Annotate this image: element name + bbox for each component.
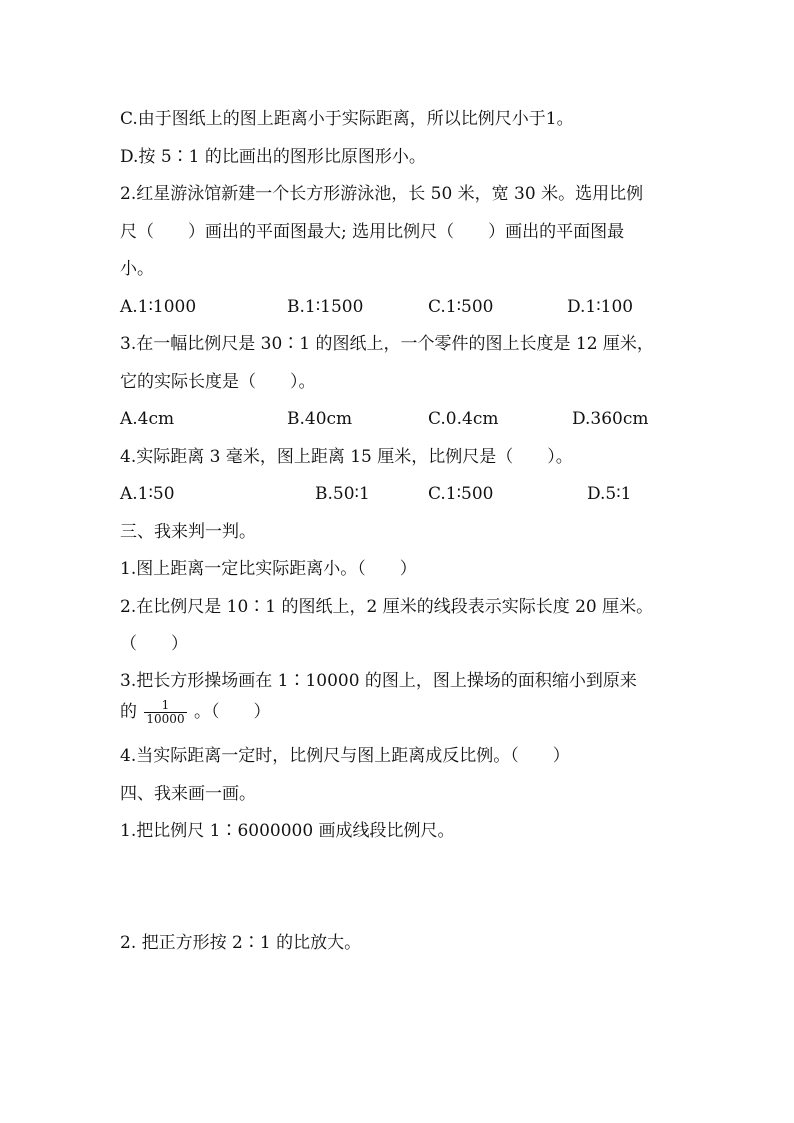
draw-2-text: 2. 把正方形按 2∶1 的比放大。 (120, 933, 362, 953)
section-3-heading: 三、我来判一判。 (120, 522, 256, 542)
question-2-line-2: 尺（ ）画出的平面图最大; 选用比例尺（ ）画出的平面图最 (120, 222, 625, 242)
q3-option-b: B.40cm (287, 409, 353, 429)
judge-2-line-1: 2.在比例尺是 10∶1 的图纸上，2 厘米的线段表示实际长度 20 厘米。 (120, 597, 654, 617)
draw-1-text: 1.把比例尺 1∶6000000 画成线段比例尺。 (120, 821, 455, 841)
question-2-line-3: 小。 (120, 259, 154, 279)
q2-option-d: D.1∶100 (567, 297, 634, 317)
q2-option-c: C.1∶500 (428, 297, 494, 317)
q3-option-d: D.360cm (572, 409, 649, 429)
question-2-options (120, 296, 680, 318)
option-c-text: C.由于图纸上的图上距离小于实际距离，所以比例尺小于1。 (120, 109, 574, 129)
judge-2-line-2: （ ） (120, 634, 188, 654)
q3-option-a: A.4cm (120, 409, 175, 429)
q2-option-b: B.1∶1500 (287, 297, 364, 317)
judge-4-text: 4.当实际距离一定时，比例尺与图上距离成反比例。（ ） (120, 746, 570, 766)
fraction-numerator: 1 (161, 698, 170, 712)
judge-3-line-2 (120, 698, 271, 726)
q3-option-c: C.0.4cm (428, 409, 499, 429)
q4-option-b: B.50∶1 (315, 484, 370, 504)
judge-1-text: 1.图上距离一定比实际距离小。（ ） (120, 559, 417, 579)
fraction-one-ten-thousandth (144, 699, 186, 726)
q4-option-a: A.1∶50 (120, 484, 175, 504)
q2-option-a: A.1∶1000 (120, 297, 197, 317)
question-3-line-2: 它的实际长度是（ ）。 (120, 372, 316, 392)
question-3-line-1: 3.在一幅比例尺是 30∶1 的图纸上，一个零件的图上长度是 12 厘米， (120, 334, 654, 354)
q4-option-d: D.5∶1 (587, 484, 632, 504)
question-3-options (120, 408, 680, 430)
question-4-text: 4.实际距离 3 毫米，图上距离 15 厘米，比例尺是（ ）。 (120, 447, 573, 467)
fraction-denominator: 10000 (146, 712, 185, 726)
option-d-text: D.按 5∶1 的比画出的图形比原图形小。 (120, 147, 426, 167)
q4-option-c: C.1∶500 (428, 484, 494, 504)
question-4-options (120, 483, 680, 505)
judge-3-suffix: 。（ ） (194, 702, 271, 722)
question-2-line-1: 2.红星游泳馆新建一个长方形游泳池，长 50 米，宽 30 米。选用比例 (120, 184, 644, 204)
section-4-heading: 四、我来画一画。 (120, 784, 256, 804)
judge-3-prefix: 的 (120, 702, 137, 722)
judge-3-line-1: 3.把长方形操场画在 1∶10000 的图上，图上操场的面积缩小到原来 (120, 671, 637, 691)
